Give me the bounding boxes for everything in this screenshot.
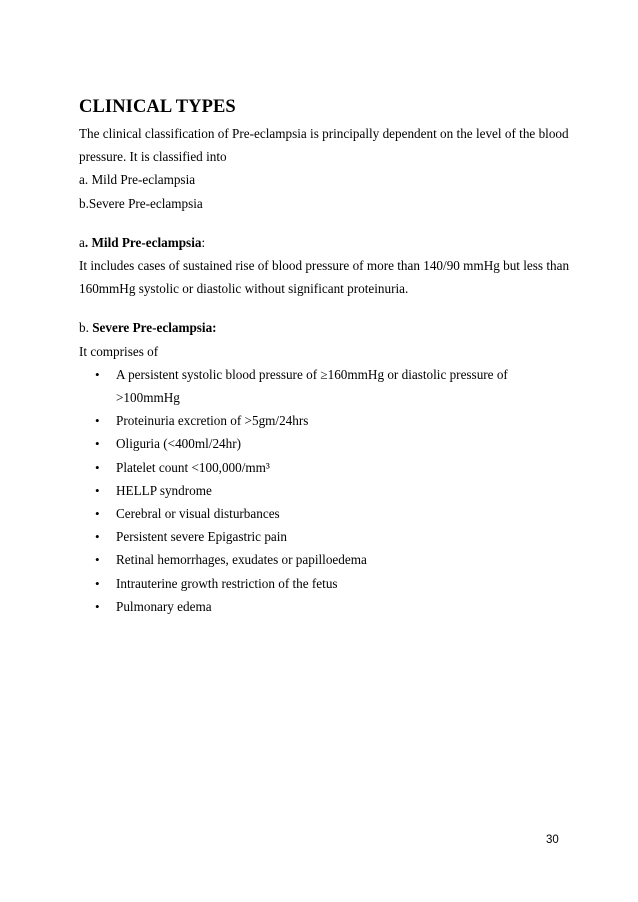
- list-item: [79, 409, 569, 432]
- list-item: [79, 572, 569, 595]
- bullet-icon: •: [95, 598, 100, 614]
- list-item-text: Retinal hemorrhages, exudates or papilloedema: [116, 552, 367, 568]
- classification-item-b: b.Severe Pre-eclampsia: [79, 195, 203, 211]
- bullet-icon: •: [95, 413, 100, 429]
- list-item: [79, 548, 569, 571]
- list-item-text: Proteinuria excretion of >5gm/24hrs: [116, 413, 309, 429]
- bullet-icon: •: [95, 552, 100, 568]
- list-item-text: Intrauterine growth restriction of the fetus: [116, 575, 338, 591]
- severe-title: Severe Pre-eclampsia:: [92, 320, 217, 336]
- list-item: [79, 363, 569, 386]
- bullet-icon: •: [95, 529, 100, 545]
- intro-text-line-1: The clinical classification of Pre-eclampsia is principally dependent on the level of the blood: [79, 126, 569, 141]
- list-item: [79, 525, 569, 548]
- list-item-text: >100mmHg: [116, 390, 180, 406]
- list-item: [79, 432, 569, 455]
- list-item-text: Pulmonary edema: [116, 598, 212, 614]
- paragraph-spacer: [79, 215, 569, 231]
- bullet-icon: •: [95, 436, 100, 452]
- mild-prefix: a: [79, 234, 85, 250]
- severe-criteria-list: [79, 363, 569, 618]
- mild-text-line-1: It includes cases of sustained rise of blood pressure of more than 140/90 mmHg but less than: [79, 258, 570, 274]
- severe-subheading: [79, 316, 569, 339]
- intro-text-line-2: pressure. It is classified into: [79, 149, 227, 165]
- list-item-text: Cerebral or visual disturbances: [116, 506, 280, 522]
- classification-item-a: a. Mild Pre-eclampsia: [79, 172, 196, 188]
- paragraph-spacer: [79, 300, 569, 316]
- list-item-continuation: [79, 386, 569, 409]
- severe-prefix: b.: [79, 320, 93, 336]
- bullet-icon: •: [95, 366, 100, 382]
- severe-lead-text: It comprises of: [79, 343, 159, 359]
- list-item: [79, 502, 569, 525]
- bullet-icon: •: [95, 482, 100, 498]
- bullet-icon: •: [95, 459, 100, 475]
- bullet-icon: •: [95, 575, 100, 591]
- list-item-text: Persistent severe Epigastric pain: [116, 529, 288, 545]
- list-item: [79, 456, 569, 479]
- list-item-text: HELLP syndrome: [116, 482, 212, 498]
- mild-subheading: [79, 231, 569, 254]
- list-item-text: Platelet count <100,000/mm³: [116, 459, 270, 475]
- mild-colon: :: [201, 234, 206, 250]
- page-number: 30: [546, 834, 559, 846]
- mild-title: . Mild Pre-eclampsia: [84, 234, 202, 250]
- list-item-text: Oliguria (<400ml/24hr): [116, 436, 242, 452]
- page-content: [79, 94, 569, 618]
- list-item-text: A persistent systolic blood pressure of ≥160mmHg or diastolic pressure of: [116, 366, 508, 382]
- section-heading: CLINICAL TYPES: [79, 97, 236, 117]
- list-item: [79, 595, 569, 618]
- mild-text-line-2: 160mmHg systolic or diastolic without significant proteinuria.: [79, 281, 409, 297]
- bullet-icon: •: [95, 506, 100, 522]
- list-item: [79, 479, 569, 502]
